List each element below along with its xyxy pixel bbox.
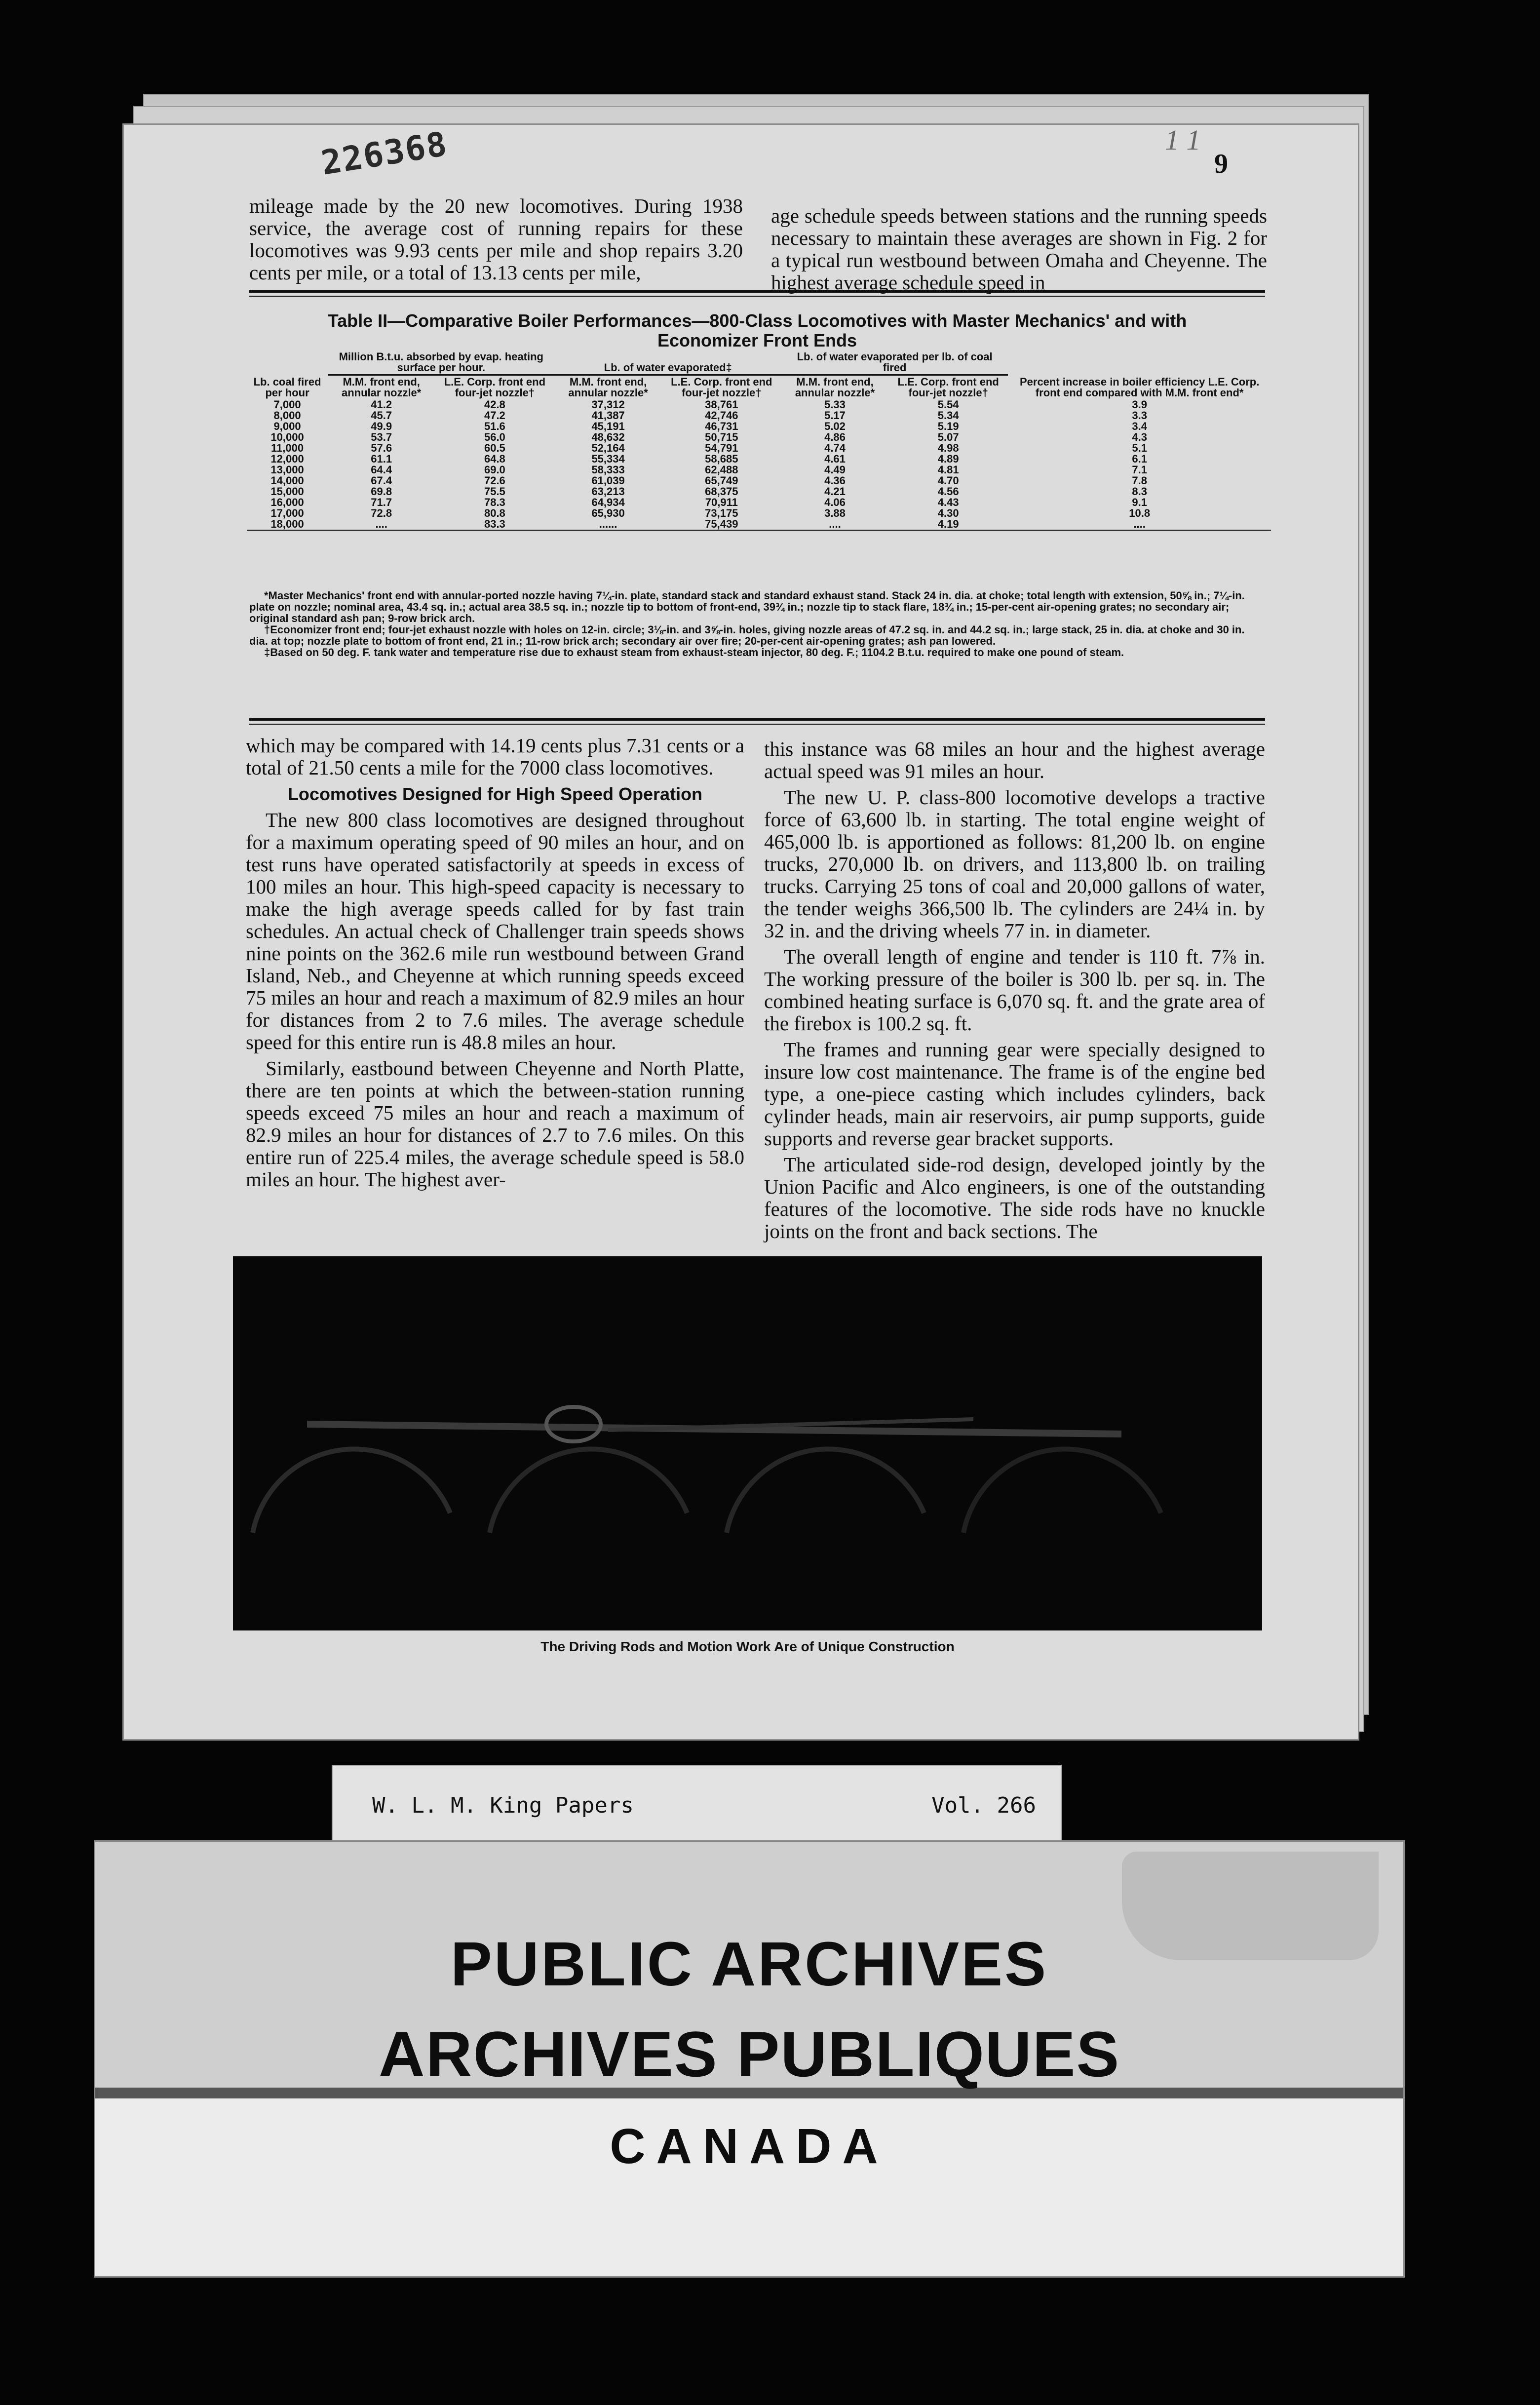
table-cell: 57.6 [371,442,392,454]
table-cell: 3.4 [1132,420,1147,432]
table-cell: 73,175 [705,507,738,519]
table-cell: 7.1 [1132,464,1147,476]
table-row [247,475,1271,486]
table-cell: 16,000 [270,496,304,508]
table-cell: 75.5 [484,485,505,498]
table-cell: ...... [555,519,662,530]
table-cell: 5.33 [824,398,846,411]
table-cell: 63,213 [591,485,625,498]
table-cell: 61,039 [591,474,625,487]
table-cell: 4.56 [937,485,959,498]
table-cell: 9,000 [273,420,301,432]
table-cell: 61.1 [371,453,392,465]
table-cell: 50,715 [705,431,738,443]
table-cell: 4.36 [824,474,846,487]
table-cell: 68,375 [705,485,738,498]
table-cell: 62,488 [705,464,738,476]
col-header-mm-per: M.M. front end, annular nozzle* [795,376,875,399]
left-column: which may be compared with 14.19 cents plus 7.31 cents or a total of 21.50 cents a mile for the 7000 class locomotives. Locomotives Designed for High Speed Operation The new 800 class locomotives are designed throughout for a maximum operating speed of 90 miles an hour, and on test runs have operated satisfactorily at speeds in excess of 100 miles an hour. This high-speed capacity is necessary to make the high average speeds called for by fast train schedules. An actual check of Challenger train speeds shows nine points on the 362.6 mile run westbound between Grand Island, Neb., and Cheyenne at which running speeds exceed 75 miles an hour and reach a maximum of 82.9 miles an hour for distances from 2 to 7.6 miles. The average schedule speed for this entire run is 48.8 miles an hour. Similarly, eastbound between Cheyenne and North Platte, there are ten points at which the between-station running speeds exceed 75 miles an hour and reach a maximum of 82.9 miles an hour for distances of 2.7 to 7.6 miles. On this entire run of 225.4 miles, the average schedule speed is 58.0 miles an hour. The highest aver- [246,734,744,1191]
table-row [247,410,1271,421]
table-cell: 72.8 [371,507,392,519]
table-cell: 5.07 [937,431,959,443]
table-cell: 5.54 [937,398,959,411]
table-row [247,421,1271,432]
table-row [247,454,1271,465]
boiler-performance-table [247,350,1271,531]
table-cell: .... [1008,519,1271,530]
table-cell: 8,000 [273,409,301,422]
table-cell: 71.7 [371,496,392,508]
table-cell: 6.1 [1132,453,1147,465]
label-collection: W. L. M. King Papers [372,1793,634,1818]
col-header-le-water: L.E. Corp. front end four-jet nozzle† [671,376,772,399]
col-header-mm-water: M.M. front end, annular nozzle* [568,376,648,399]
section-heading: Locomotives Designed for High Speed Operation [287,784,703,804]
table-cell: 64.4 [371,464,392,476]
photo-drawing [233,1256,1262,1630]
table-cell: 46,731 [705,420,738,432]
col-header-le-per: L.E. Corp. front end four-jet nozzle† [897,376,999,399]
right-column: this instance was 68 miles an hour and the highest average actual speed was 91 miles an hour. The new U. P. class-800 locomotive develops a tractive force of 63,600 lb. in starting. The total engine weight of 465,000 lb. is apportioned as follows: 81,200 lb. on engine trucks, 270,000 lb. on drivers, and 113,800 lb. on trailing trucks. Carrying 25 tons of coal and 20,000 gallons of water, the tender weighs 366,500 lb. The cylinders are 24¼ in. by 32 in. and the driving wheels 77 in. in diameter. The overall length of engine and tender is 110 ft. 7⅞ in. The working pressure of the boiler is 300 lb. per sq. in. The combined heating surface is 6,070 sq. ft. and the grate area of the firebox is 100.2 sq. ft. The frames and running gear were specially designed to insure low cost maintenance. The frame is of the engine bed type, a one-piece casting which includes cylinders, back cylinder heads, main air reservoirs, air pump supports, guide supports and reverse gear bracket supports. The articulated side-rod design, developed jointly by the Union Pacific and Alco engineers, is one of the outstanding features of the locomotive. The side rods have no knuckle joints on the front and back sections. The [764,737,1265,1242]
table-cell: 80.8 [484,507,505,519]
col-header-le-heat: L.E. Corp. front end four-jet nozzle† [444,376,546,399]
table-row [247,519,1271,530]
table-cell: 4.86 [824,431,846,443]
table-cell: 42.8 [484,398,505,411]
table-cell: 45,191 [591,420,625,432]
photo-caption: The Driving Rods and Motion Work Are of Unique Construction [540,1639,955,1654]
table-cell: 4.30 [937,507,959,519]
handwritten-mark: 1 1 [1165,124,1201,156]
table-cell: 4.49 [824,464,846,476]
table-cell: 9.1 [1132,496,1147,508]
footnote-economizer: †Economizer front end; four-jet exhaust nozzle with holes on 12-in. circle; 3⅛-in. and 3⅝-in. holes, giving nozzle areas of 47.2 sq. in. and 44.2 sq. in.; large stack, 25 in. dia. at choke and 30 in. dia. at top; nozzle plate to bottom of front end, 21 in.; 11-row brick arch; secondary air over fire; 20-per-cent air-opening grates; ash pan lowered. [249,623,1245,647]
table-row [247,508,1271,519]
table-cell: 4.43 [937,496,959,508]
table-cell: 72.6 [484,474,505,487]
table-cell: 69.8 [371,485,392,498]
table-cell: 58,685 [705,453,738,465]
table-footnotes [249,590,1265,658]
table-cell: 38,761 [705,398,738,411]
archives-publiques-text: ARCHIVES PUBLIQUES [378,2018,1120,2090]
group-header-water: Lb. of water evaporated‡ [555,350,781,375]
table-row [247,399,1271,410]
table-cell: 5.19 [937,420,959,432]
table-cell: 3.9 [1132,398,1147,411]
table-cell: 78.3 [484,496,505,508]
folio-mark: 9 [1214,149,1228,179]
col-header-pct: Percent increase in boiler efficiency L.E. Corp. front end compared with M.M. front end* [1019,376,1260,399]
table-cell: 52,164 [591,442,625,454]
table-cell: 55,334 [591,453,625,465]
footnote-master-mechanics: *Master Mechanics' front end with annular-ported nozzle having 7¼-in. plate, standard stack and standard exhaust stand. Stack 24 in. dia. at choke; total length with extension, 50⅝ in.; 7¼-in. plate on nozzle; nominal area, 43.4 sq. in.; actual area 38.5 sq. in.; nozzle tip to bottom of front-end, 39¾ in.; nozzle tip to stack flare, 18¾ in.; 15-per-cent air-opening grates; no secondary air; original standard ash pan; 9-row brick arch. [249,589,1245,624]
table-row [247,443,1271,454]
table-cell: 51.6 [484,420,505,432]
table-cell: 58,333 [591,464,625,476]
group-header-per-lb: Lb. of water evaporated per lb. of coal fired [781,350,1008,375]
col-header-mm-heat: M.M. front end, annular nozzle* [342,376,422,399]
table-cell: 4.61 [824,453,846,465]
table-cell: 15,000 [270,485,304,498]
public-archives-banner [94,1840,1405,2278]
table-cell: 5.17 [824,409,846,422]
table-cell: 65,930 [591,507,625,519]
table-cell: 54,791 [705,442,738,454]
table-cell: 11,000 [271,442,304,454]
table-top-rule [249,290,1265,297]
table-cell: 4.21 [824,485,846,498]
table-cell: 7,000 [273,398,301,411]
canada-text: CANADA [610,2119,889,2174]
table-cell: 53.7 [371,431,392,443]
table-row [247,486,1271,497]
table-cell: 4.81 [937,464,959,476]
table-cell: 60.5 [484,442,505,454]
table-cell: 4.19 [888,519,1008,530]
table-title: Table II—Comparative Boiler Performances—800-Class Locomotives with Master Mechanics' and with Economizer Front Ends [327,310,1187,350]
table-row [247,497,1271,508]
table-cell: 47.2 [484,409,505,422]
table-cell: 45.7 [371,409,392,422]
col-header-coal: Lb. coal fired per hour [253,376,321,399]
top-left-paragraph: mileage made by the 20 new locomotives. During 1938 service, the average cost of running repairs for these locomotives was 9.93 cents per mile and shop repairs 3.20 cents per mile, or a total of 13.13 cents per mile, [249,194,743,284]
table-cell: 48,632 [591,431,625,443]
table-cell: 17,000 [270,507,304,519]
table-cell: 41.2 [371,398,392,411]
table-cell: 8.3 [1132,485,1147,498]
table-cell: 3.3 [1132,409,1147,422]
table-cell: 75,439 [662,519,781,530]
table-cell: 5.1 [1132,442,1147,454]
table-cell: 4.98 [937,442,959,454]
footnote-based-on: ‡Based on 50 deg. F. tank water and temperature rise due to exhaust steam from exhaust-steam injector, 80 deg. F.; 1104.2 B.t.u. required to make one pound of steam. [264,646,1124,659]
table-cell: 13,000 [270,464,304,476]
public-archives-text: PUBLIC ARCHIVES [450,1929,1048,1999]
table-cell: 83.3 [435,519,554,530]
table-cell: 67.4 [371,474,392,487]
table-cell: 41,387 [591,409,625,422]
table-cell: 18,000 [247,519,328,530]
table-bottom-rule [249,718,1265,725]
table-cell: 7.8 [1132,474,1147,487]
table-cell: 49.9 [371,420,392,432]
label-volume: Vol. 266 [931,1793,1036,1818]
table-cell: 64.8 [484,453,505,465]
table-cell: 4.06 [824,496,846,508]
table-body [247,399,1271,530]
table-cell: 12,000 [270,453,304,465]
table-cell: 10,000 [270,431,304,443]
table-cell: 64,934 [591,496,625,508]
group-header-heat: Million B.t.u. absorbed by evap. heating surface per hour. [328,350,554,375]
table-cell: 14,000 [270,474,304,487]
table-cell: 70,911 [705,496,738,508]
top-right-paragraph: age schedule speeds between stations and the running speeds necessary to maintain these averages are shown in Fig. 2 for a typical run westbound between Omaha and Cheyenne. The highest average schedule speed in [771,204,1267,294]
table-cell: 65,749 [705,474,738,487]
table-cell: 10.8 [1129,507,1151,519]
table-cell: 56.0 [484,431,505,443]
locomotive-driving-rods-photo [233,1256,1262,1630]
table-cell: 5.02 [824,420,846,432]
table-cell: .... [781,519,888,530]
table-cell: 4.70 [937,474,959,487]
table-cell: 4.74 [824,442,846,454]
table-cell: 69.0 [484,464,505,476]
table-cell: 5.34 [937,409,959,422]
table-cell: 3.88 [824,507,846,519]
table-cell: 4.3 [1132,431,1147,443]
table-cell: .... [328,519,435,530]
table-cell: 37,312 [591,398,625,411]
table-row [247,465,1271,475]
table-cell: 4.89 [937,453,959,465]
table-cell: 42,746 [705,409,738,422]
archive-label-card [332,1765,1062,1843]
table-row [247,432,1271,443]
accession-stamp-number: 226368 [318,124,451,183]
